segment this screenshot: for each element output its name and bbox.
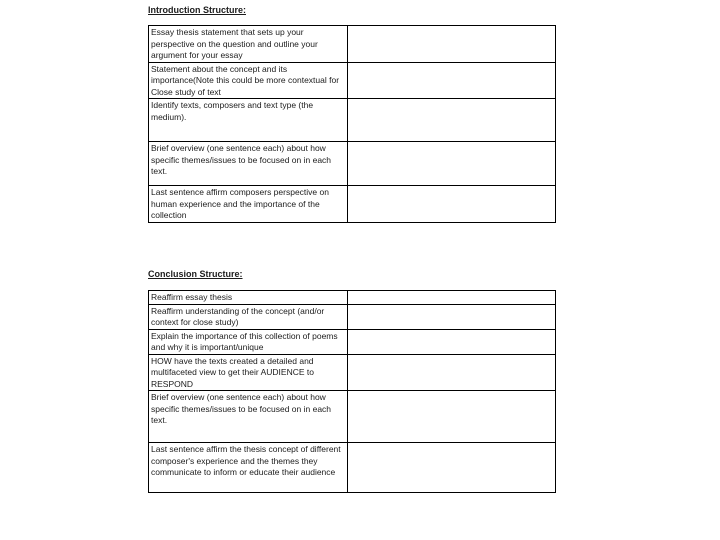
row-label-cell: Brief overview (one sentence each) about how specific themes/issues to be focused on in each text. <box>148 391 348 442</box>
row-empty-cell <box>348 305 556 329</box>
table-row <box>148 391 556 443</box>
table-row <box>148 26 556 63</box>
conclusion-structure-table <box>148 290 556 493</box>
row-label-cell: HOW have the texts created a detailed and multifaceted view to get their AUDIENCE to RESPOND <box>148 355 348 391</box>
table-row <box>148 305 556 330</box>
row-empty-cell <box>348 142 556 185</box>
table-row <box>148 355 556 392</box>
row-label-cell: Essay thesis statement that sets up your perspective on the question and outline your argument for your essay <box>148 26 348 62</box>
table-row <box>148 142 556 186</box>
row-label-cell: Statement about the concept and its importance(Note this could be more contextual for Close study of text <box>148 63 348 99</box>
row-label-cell: Reaffirm understanding of the concept (and/or context for close study) <box>148 305 348 329</box>
row-empty-cell <box>348 443 556 492</box>
table-row <box>148 291 556 305</box>
row-label-cell: Explain the importance of this collection of poems and why it is important/unique <box>148 330 348 354</box>
row-empty-cell <box>348 186 556 222</box>
row-empty-cell <box>348 26 556 62</box>
table-row <box>148 330 556 355</box>
row-label-cell: Last sentence affirm composers perspective on human experience and the importance of the collection <box>148 186 348 222</box>
row-empty-cell <box>348 391 556 442</box>
intro-structure-heading: Introduction Structure: <box>148 5 246 15</box>
intro-structure-table <box>148 25 556 223</box>
table-row <box>148 63 556 100</box>
row-label-cell: Last sentence affirm the thesis concept of different composer's experience and the themes they communicate to inform or educate their audience <box>148 443 348 492</box>
row-label-cell: Brief overview (one sentence each) about how specific themes/issues to be focused on in each text. <box>148 142 348 185</box>
conclusion-structure-heading: Conclusion Structure: <box>148 269 243 279</box>
row-empty-cell <box>348 99 556 141</box>
row-label-cell: Identify texts, composers and text type (the medium). <box>148 99 348 141</box>
row-empty-cell <box>348 355 556 391</box>
row-empty-cell <box>348 291 556 304</box>
row-empty-cell <box>348 63 556 99</box>
row-empty-cell <box>348 330 556 354</box>
table-row <box>148 443 556 493</box>
table-row <box>148 186 556 223</box>
table-row <box>148 99 556 142</box>
row-label-cell: Reaffirm essay thesis <box>148 291 348 304</box>
